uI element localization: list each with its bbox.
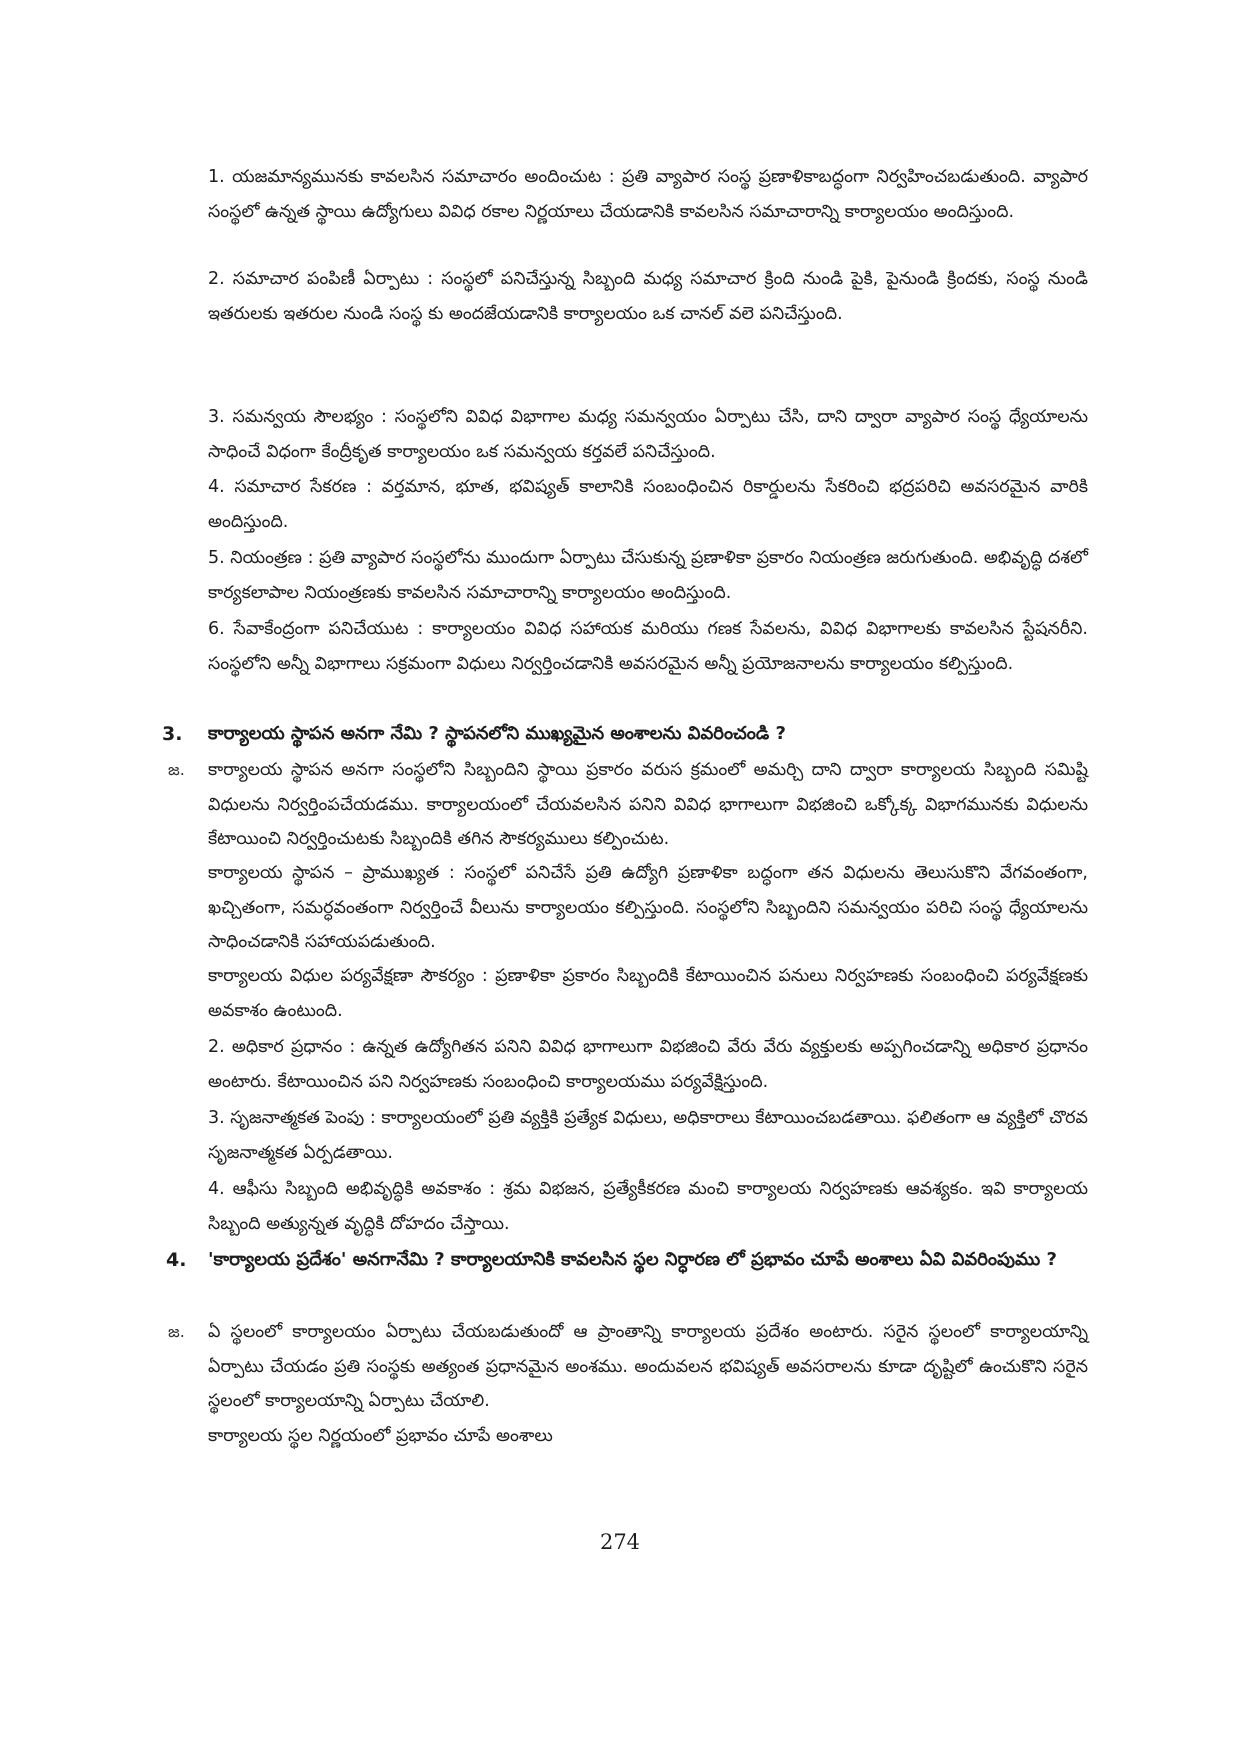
answer-3-paragraph-1: కార్యాలయ స్థాపన అనగా సంస్థలోని సిబ్బందిని స్థాయి ప్రకారం వరుస క్రమంలో అమర్చి దాని ద్వారా కార్యాలయ సిబ్బంది సమిష్టి విధులను నిర్వర్తింపచేయడము. కార్యాలయంలో చేయవలసిన పనిని వివిధ భాగాలుగా విభజించి ఒక్కోక్క విభాగమునకు విధులను కేటాయించి నిర్వర్తించుటకు సిబ్బందికి తగిన సౌకర్యములు కల్పించుట.: [208, 760, 1088, 849]
question-3-heading: కార్యాలయ స్థాపన అనగా నేమి ? స్థాపనలోని ముఖ్యమైన అంశాలను వివరించండి ?: [208, 723, 786, 744]
answer-3-paragraph-5: 3. సృజనాత్మకత పెంపు : కార్యాలయంలో ప్రతి వ్యక్తికి ప్రత్యేక విధులు, అధికారాలు కేటాయించబడతాయి. ఫలితంగా ఆ వ్యక్తిలో చొరవ సృజనాత్మకత ఏర్పడతాయి.: [208, 1108, 1088, 1163]
answer-4-paragraph-1: ఏ స్థలంలో కార్యాలయం ఏర్పాటు చేయబడుతుందో ఆ ప్రాంతాన్ని కార్యాలయ ప్రదేశం అంటారు. సరైన స్థలంలో కార్యాలయాన్ని ఏర్పాటు చేయడం ప్రతి సంస్థకు అత్యంత ప్రధానమైన అంశము. అందువలన భవిష్యత్ అవసరాలను కూడా దృష్టిలో ఉంచుకొని సరైన స్థలంలో కార్యాలయాన్ని ఏర్పాటు చేయాలి.: [208, 1322, 1088, 1411]
question-3-number: 3.: [162, 723, 183, 745]
question-4-number: 4.: [166, 1249, 187, 1271]
answer-4-marker: జ.: [168, 1322, 185, 1341]
paragraph-6: 6. సేవాకేంద్రంగా పనిచేయుట : కార్యాలయం వివిధ సహాయక మరియు గణక సేవలను, వివిధ విభాగాలకు కావలసిన స్టేషనరీని. సంస్థలోని అన్నీ విభాగాలు సక్రమంగా విధులు నిర్వర్తించడానికి అవసరమైన అన్నీ ప్రయోజనాలను కార్యాలయం కల్పిస్తుంది.: [208, 619, 1088, 674]
answer-3-marker: జ.: [168, 760, 185, 779]
answer-3-paragraph-2: కార్యాలయ స్థాపన – ప్రాముఖ్యత : సంస్థలో పనిచేసే ప్రతి ఉద్యోగి ప్రణాళికా బద్ధంగా తన విధులను తెలుసుకొని వేగవంతంగా, ఖచ్చితంగా, సమర్ధవంతంగా నిర్వర్తించే వీలును కార్యాలయం కల్పిస్తుంది. సంస్థలోని సిబ్బందిని సమన్వయం పరిచి సంస్థ ధ్యేయాలను సాధించడానికి సహాయపడుతుంది.: [208, 863, 1088, 952]
answer-3-paragraph-3: కార్యాలయ విధుల పర్యవేక్షణా సౌకర్యం : ప్రణాళికా ప్రకారం సిబ్బందికి కేటాయించిన పనులు నిర్వహణకు సంబంధించి పర్యవేక్షణకు అవకాశం ఉంటుంది.: [208, 966, 1088, 1021]
paragraph-4: 4. సమాచార సేకరణ : వర్తమాన, భూత, భవిష్యత్ కాలానికి సంబంధించిన రికార్డులను సేకరించి భద్రపరిచి అవసరమైన వారికి అందిస్తుంది.: [208, 477, 1088, 532]
paragraph-2: 2. సమాచార పంపిణీ ఏర్పాటు : సంస్థలో పనిచేస్తున్న సిబ్బంది మధ్య సమాచార క్రింది నుండి పైకి, పైనుండి క్రిందకు, సంస్థ నుండి ఇతరులకు ఇతరుల నుండి సంస్థ కు అందజేయడానికి కార్యాలయం ఒక చానల్ వలె పనిచేస్తుంది.: [208, 269, 1088, 324]
page-number: 274: [599, 1530, 641, 1554]
answer-3-paragraph-4: 2. అధికార ప్రధానం : ఉన్నత ఉద్యోగితన పనిని వివిధ భాగాలుగా విభజించి వేరు వేరు వ్యక్తులకు అప్పగించడాన్ని అధికార ప్రధానం అంటారు. కేటాయించిన పని నిర్వహణకు సంబంధించి కార్యాలయము పర్యవేక్షిస్తుంది.: [208, 1037, 1088, 1092]
answer-3-paragraph-6: 4. ఆఫీసు సిబ్బంది అభివృద్ధికి అవకాశం : శ్రమ విభజన, ప్రత్యేకీకరణ మంచి కార్యాలయ నిర్వహణకు ఆవశ్యకం. ఇవి కార్యాలయ సిబ్బంది అత్యున్నత వృద్ధికి దోహదం చేస్తాయి.: [208, 1179, 1088, 1234]
paragraph-5: 5. నియంత్రణ : ప్రతి వ్యాపార సంస్థలోను ముందుగా ఏర్పాటు చేసుకున్న ప్రణాళికా ప్రకారం నియంత్రణ జరుగుతుంది. అభివృద్ధి దశలో కార్యకలాపాల నియంత్రణకు కావలసిన సమాచారాన్ని కార్యాలయం అందిస్తుంది.: [208, 548, 1088, 603]
paragraph-3: 3. సమన్వయ సౌలభ్యం : సంస్థలోని వివిధ విభాగాల మధ్య సమన్వయం ఏర్పాటు చేసి, దాని ద్వారా వ్యాపార సంస్థ ధ్యేయాలను సాధించే విధంగా కేంద్రీకృత కార్యాలయం ఒక సమన్వయ కర్తవలే పనిచేస్తుంది.: [208, 407, 1088, 462]
question-4-heading: 'కార్యాలయ ప్రదేశం' అనగానేమి ? కార్యాలయానికి కావలసిన స్థల నిర్ధారణ లో ప్రభావం చూపే అంశాలు ఏవి వివరింపుము ?: [208, 1249, 1057, 1270]
answer-4-paragraph-2: కార్యాలయ స్థల నిర్ణయంలో ప్రభావం చూపే అంశాలు: [208, 1426, 553, 1446]
paragraph-1: 1. యజమాన్యమునకు కావలసిన సమాచారం అందించుట : ప్రతి వ్యాపార సంస్థ ప్రణాళికాబద్ధంగా నిర్వహించబడుతుంది. వ్యాపార సంస్థలో ఉన్నత స్థాయి ఉద్యోగులు వివిధ రకాల నిర్ణయాలు చేయడానికి కావలసిన సమాచారాన్ని కార్యాలయం అందిస్తుంది.: [208, 167, 1088, 222]
